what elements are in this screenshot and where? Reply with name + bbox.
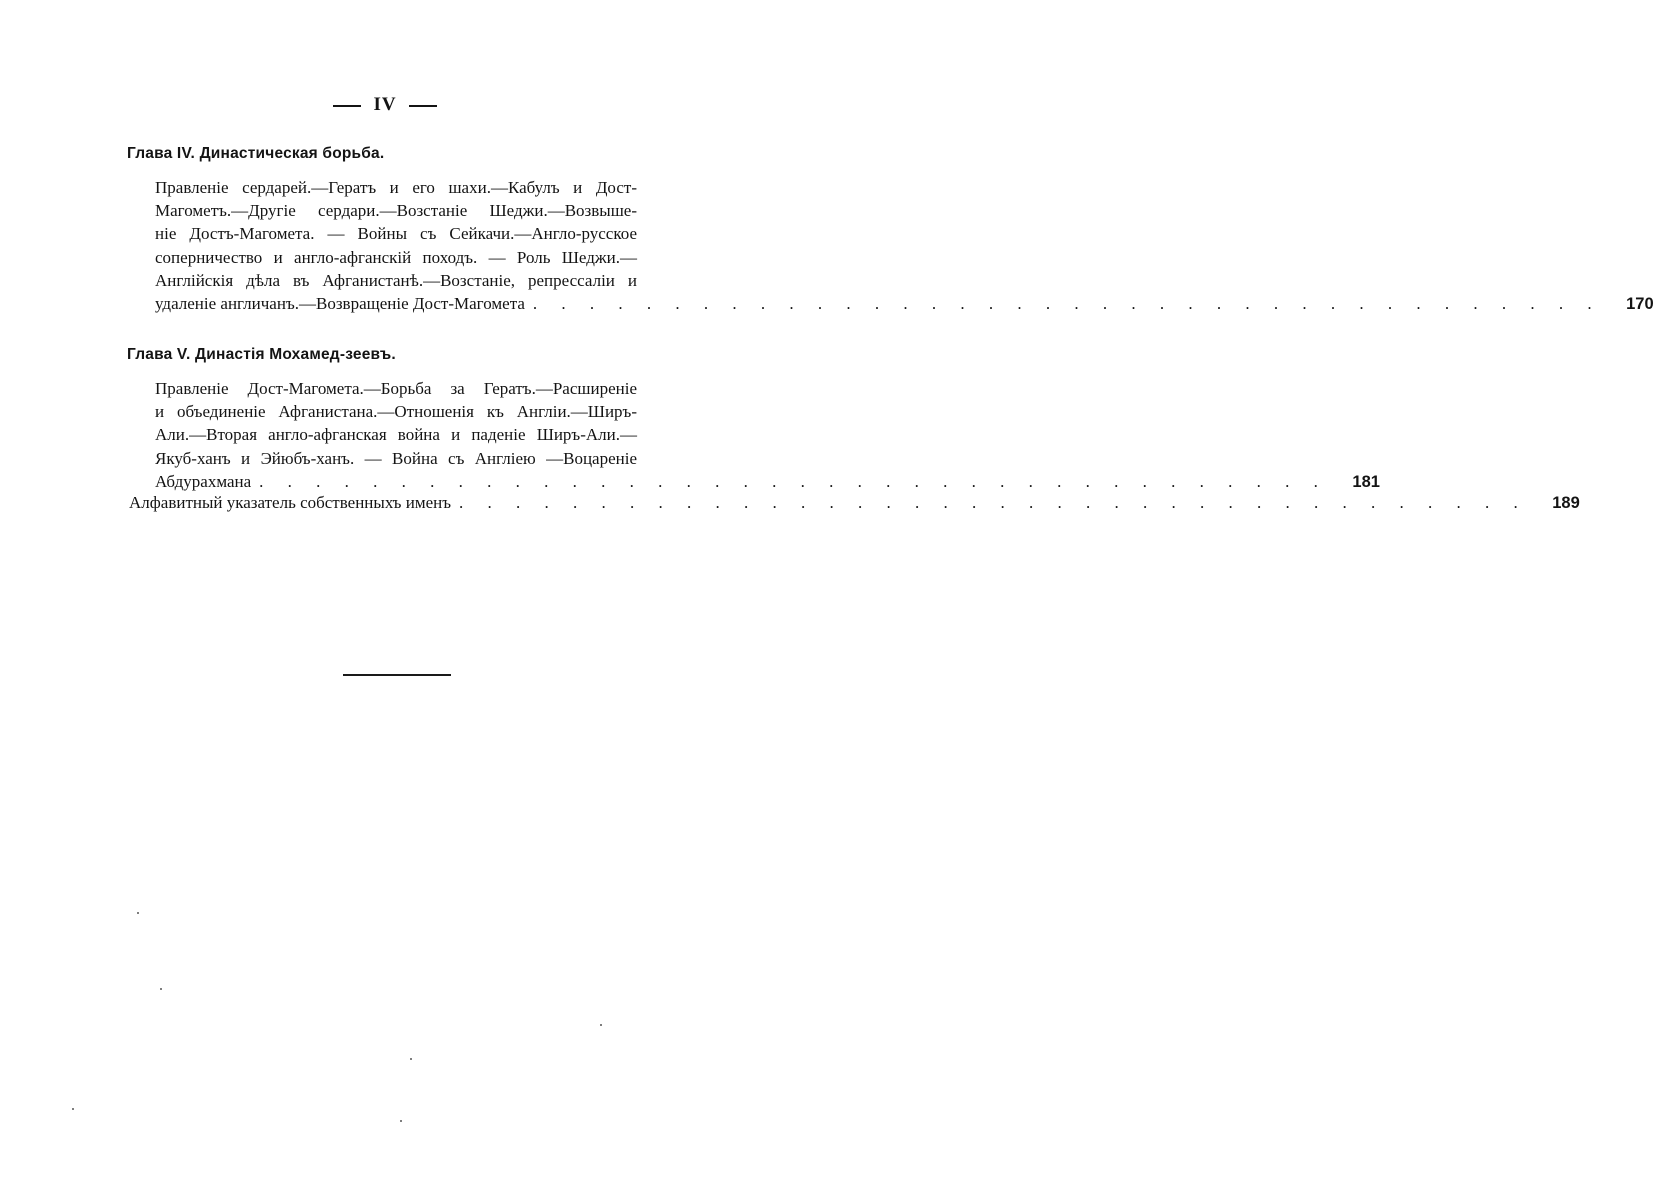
chapter-v-page-number: 181 <box>1352 472 1380 491</box>
scan-speck <box>400 1120 402 1122</box>
chapter-iv-line: Правленіе сердарей.—Гератъ и его шахи.—Кабулъ и Дост- <box>155 178 637 197</box>
scan-speck <box>72 1108 74 1110</box>
scan-speck <box>137 912 139 914</box>
chapter-v-last-line-text: Абдурахмана <box>155 471 252 491</box>
chapter-iv-contents <box>155 176 1654 315</box>
chapter-heading-iv: Глава IV. Династическая борьба. <box>127 145 385 162</box>
leader-dots: . . . . . . . . . . . . . . . . . . . . . . . . . . . . . . . . . . . . . . <box>259 471 1328 491</box>
chapter-iv-last-line-text: удаленіе англичанъ.—Возвращеніе Дост-Магомета <box>155 293 525 313</box>
header-dash-left <box>333 105 361 107</box>
index-line <box>129 493 1580 516</box>
chapter-iv-line: ніе Достъ-Магомета. — Войны съ Сейкачи.—Англо-русское <box>155 224 637 244</box>
chapter-iv-last-line <box>155 292 1654 315</box>
chapter-v-line: Али.—Вторая англо-афганская война и паденіе Ширъ-Али.— <box>155 425 637 445</box>
chapter-v-line: Якуб-ханъ и Эйюбъ-ханъ. — Война съ Англіею —Воцареніе <box>155 448 637 468</box>
scan-speck <box>410 1058 412 1060</box>
chapter-v-line: Правленіе Дост-Магомета.—Борьба за Гератъ.—Расширеніе <box>155 379 637 398</box>
closing-rule <box>343 674 451 676</box>
header-dash-right <box>409 105 437 107</box>
scan-speck <box>160 988 162 990</box>
index-entry <box>129 493 1580 516</box>
chapter-v-last-line <box>155 470 1380 493</box>
leader-dots: . . . . . . . . . . . . . . . . . . . . . . . . . . . . . . . . . . . . . . <box>532 293 1602 313</box>
chapter-v-contents <box>155 377 1380 493</box>
chapter-v-line: и объединеніе Афганистана.—Отношенія къ Англіи.—Ширъ- <box>155 402 637 422</box>
index-page-number: 189 <box>1552 494 1580 512</box>
chapter-heading-v: Глава V. Династія Мохамед-зеевъ. <box>127 346 396 363</box>
chapter-iv-line: соперничество и англо-афганскій походъ. — Роль Шеджи.— <box>155 247 637 267</box>
index-label: Алфавитный указатель собственныхъ именъ <box>129 493 452 512</box>
chapter-iv-line: Англійскія дѣла въ Афганистанѣ.—Возстаніе, репрессаліи и <box>155 270 637 290</box>
page-number-text: IV <box>373 94 397 115</box>
page-number <box>0 94 770 116</box>
chapter-iv-page-number: 170 <box>1626 294 1654 313</box>
leader-dots: . . . . . . . . . . . . . . . . . . . . . . . . . . . . . . . . . . . . . . <box>459 493 1528 512</box>
chapter-iv-line: Магометъ.—Другіе сердари.—Возстаніе Шеджи.—Возвыше- <box>155 201 637 221</box>
scan-speck <box>600 1024 602 1026</box>
